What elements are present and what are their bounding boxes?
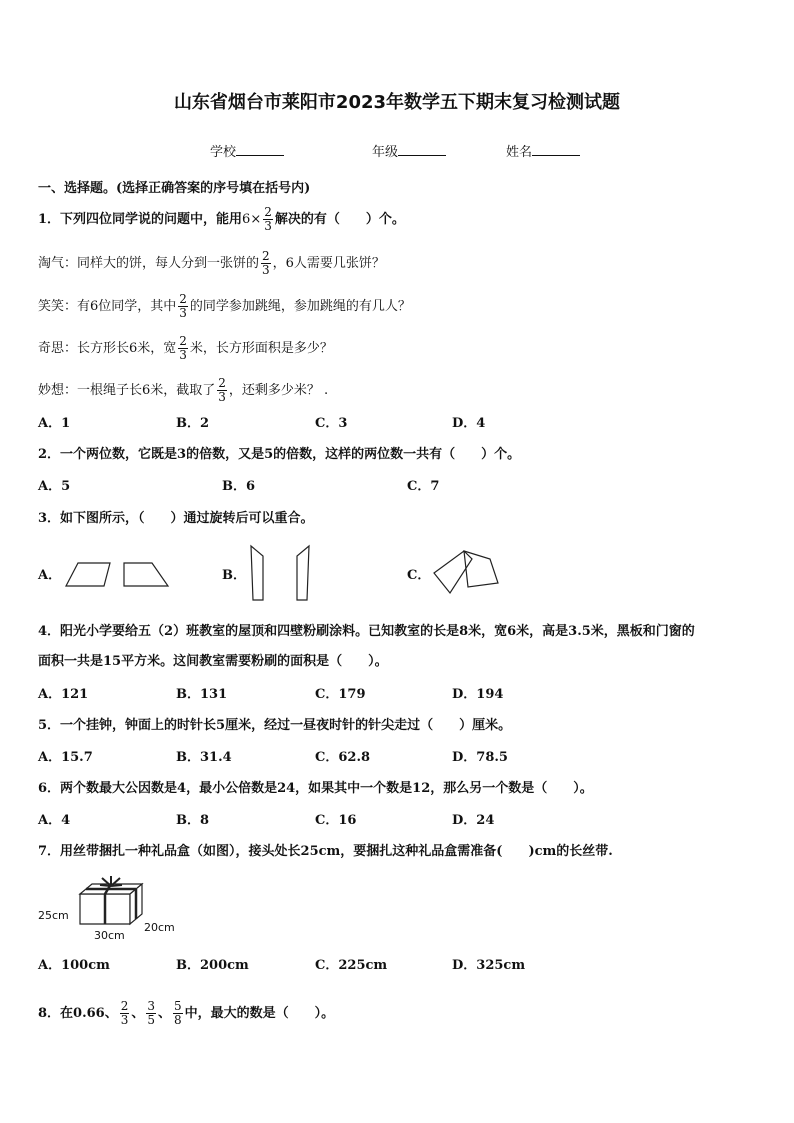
fraction [263, 206, 273, 233]
q1-option-d[interactable]: D．4 [452, 416, 486, 431]
q7-stem: 7．用丝带捆扎一种礼品盒（如图），接头处长25cm，要捆扎这种礼品盒需准备( )cm的长丝带. [38, 844, 613, 859]
trapezoid-shape [124, 563, 168, 586]
q3-figure-a [60, 555, 180, 595]
q1-line4-b: ，还剩多少米？ . [228, 383, 329, 398]
q4-option-c[interactable]: C．179 [315, 687, 366, 702]
q1-line3-a: 奇思：长方形长6米，宽 [38, 341, 177, 356]
frac-den: 3 [218, 390, 226, 404]
frac-den: 8 [174, 1013, 182, 1027]
q7-option-a[interactable]: A．100cm [38, 958, 110, 973]
q4-option-b[interactable]: B．131 [176, 687, 228, 702]
bow-icon [100, 876, 122, 886]
frac-den: 3 [120, 1013, 129, 1027]
q1-line-xiaoxiao [38, 293, 411, 320]
name-field [506, 141, 580, 160]
separator: 、 [158, 1006, 172, 1021]
q8-stem-tail: 中，最大的数是（ ）。 [184, 1006, 335, 1021]
fraction [217, 377, 227, 404]
frac-num: 2 [264, 205, 272, 219]
q3-figure-c [428, 545, 508, 601]
name-label: 姓名 [506, 145, 533, 160]
fraction [178, 335, 188, 362]
grade-field [372, 141, 446, 160]
name-blank [532, 143, 580, 156]
q7-option-d[interactable]: D．325cm [452, 958, 526, 973]
q1-line4-a: 妙想：一根绳子长6米，截取了 [38, 383, 216, 398]
q1-stem-tail: 解决的有（ ）个。 [274, 212, 405, 227]
q3-figure-b [245, 542, 335, 608]
box-height-label: 25cm [38, 909, 69, 922]
q7-option-c[interactable]: C．225cm [315, 958, 388, 973]
q3-option-a[interactable]: A． [38, 568, 62, 583]
q5-option-d[interactable]: D．78.5 [452, 750, 508, 765]
frac-den: 3 [179, 348, 187, 362]
q1-stem [38, 206, 405, 233]
q5-option-b[interactable]: B．31.4 [176, 750, 232, 765]
frac-num: 5 [174, 999, 182, 1013]
q1-expr: 6× [242, 212, 262, 227]
box-length-label: 30cm [94, 929, 125, 942]
q1-stem-text: 1．下列四位同学说的问题中，能用 [38, 212, 243, 227]
frac-num: 2 [120, 999, 129, 1013]
fraction [146, 1000, 156, 1027]
q2-option-b[interactable]: B．6 [222, 479, 256, 494]
q1-option-a[interactable]: A．1 [38, 416, 71, 431]
frac-num: 2 [218, 376, 226, 390]
q6-stem: 6．两个数最大公因数是4，最小公倍数是24，如果其中一个数是12，那么另一个数是（ ）。 [38, 781, 593, 796]
q4-option-a[interactable]: A．121 [38, 687, 89, 702]
q1-line1-a: 淘气：同样大的饼，每人分到一张饼的 [38, 256, 260, 271]
fraction [178, 293, 188, 320]
q6-option-b[interactable]: B．8 [176, 813, 210, 828]
q3-stem: 3．如下图所示，（ ）通过旋转后可以重合。 [38, 511, 314, 526]
q2-stem: 2．一个两位数，它既是3的倍数，又是5的倍数，这样的两位数一共有（ ）个。 [38, 447, 521, 462]
q7-option-b[interactable]: B．200cm [176, 958, 249, 973]
q3-option-c[interactable]: C． [407, 568, 431, 583]
frac-num: 2 [179, 334, 187, 348]
fraction [120, 1000, 130, 1027]
q3-option-b[interactable]: B． [222, 568, 246, 583]
q8-stem-text: 8．在0.66、 [38, 1006, 118, 1021]
frac-den: 3 [179, 306, 187, 320]
q4-option-d[interactable]: D．194 [452, 687, 504, 702]
quad-shape [297, 546, 309, 600]
fraction [173, 1000, 183, 1027]
q1-line-taoqi [38, 250, 385, 277]
frac-den: 3 [262, 263, 270, 277]
q1-line-miaoxiang [38, 377, 328, 404]
section-heading: 一、选择题。(选择正确答案的序号填在括号内) [38, 181, 311, 196]
q5-option-a[interactable]: A．15.7 [38, 750, 93, 765]
q8-stem [38, 1000, 334, 1027]
frac-num: 3 [147, 999, 156, 1013]
grade-blank [398, 143, 446, 156]
q1-line2-b: 的同学参加跳绳，参加跳绳的有几人？ [189, 299, 411, 314]
frac-num: 2 [179, 292, 187, 306]
school-field [210, 141, 284, 160]
q1-line2-a: 笑笑：有6位同学，其中 [38, 299, 177, 314]
q2-option-a[interactable]: A．5 [38, 479, 71, 494]
q1-option-c[interactable]: C．3 [315, 416, 348, 431]
page-title: 山东省烟台市莱阳市2023年数学五下期末复习检测试题 [173, 92, 621, 113]
frac-num: 2 [262, 249, 270, 263]
q2-option-c[interactable]: C．7 [407, 479, 440, 494]
q6-option-a[interactable]: A．4 [38, 813, 71, 828]
separator: 、 [131, 1006, 145, 1021]
q1-option-b[interactable]: B．2 [176, 416, 210, 431]
school-label: 学校 [210, 145, 237, 160]
q6-option-d[interactable]: D．24 [452, 813, 495, 828]
q1-line-qisi [38, 335, 333, 362]
frac-den: 5 [147, 1013, 156, 1027]
q4-stem-line2: 面积一共是15平方米。这间教室需要粉刷的面积是（ ）。 [38, 654, 388, 669]
q5-option-c[interactable]: C．62.8 [315, 750, 371, 765]
q5-stem: 5．一个挂钟，钟面上的时针长5厘米，经过一昼夜时针的针尖走过（ ）厘米。 [38, 718, 512, 733]
q1-line1-b: ，6人需要几张饼？ [272, 256, 385, 271]
grade-label: 年级 [372, 145, 399, 160]
school-blank [236, 143, 284, 156]
q1-line3-b: 米，长方形面积是多少？ [189, 341, 333, 356]
frac-den: 3 [264, 219, 272, 233]
quad-shape [251, 546, 263, 600]
q4-stem-line1: 4．阳光小学要给五（2）班教室的屋顶和四壁粉刷涂料。已知教室的长是8米，宽6米，高是3.5米，黑板和门窗的 [38, 624, 695, 639]
trapezoid-shape [66, 563, 110, 586]
q6-option-c[interactable]: C．16 [315, 813, 357, 828]
box-width-label: 20cm [144, 921, 175, 934]
fraction [261, 250, 271, 277]
